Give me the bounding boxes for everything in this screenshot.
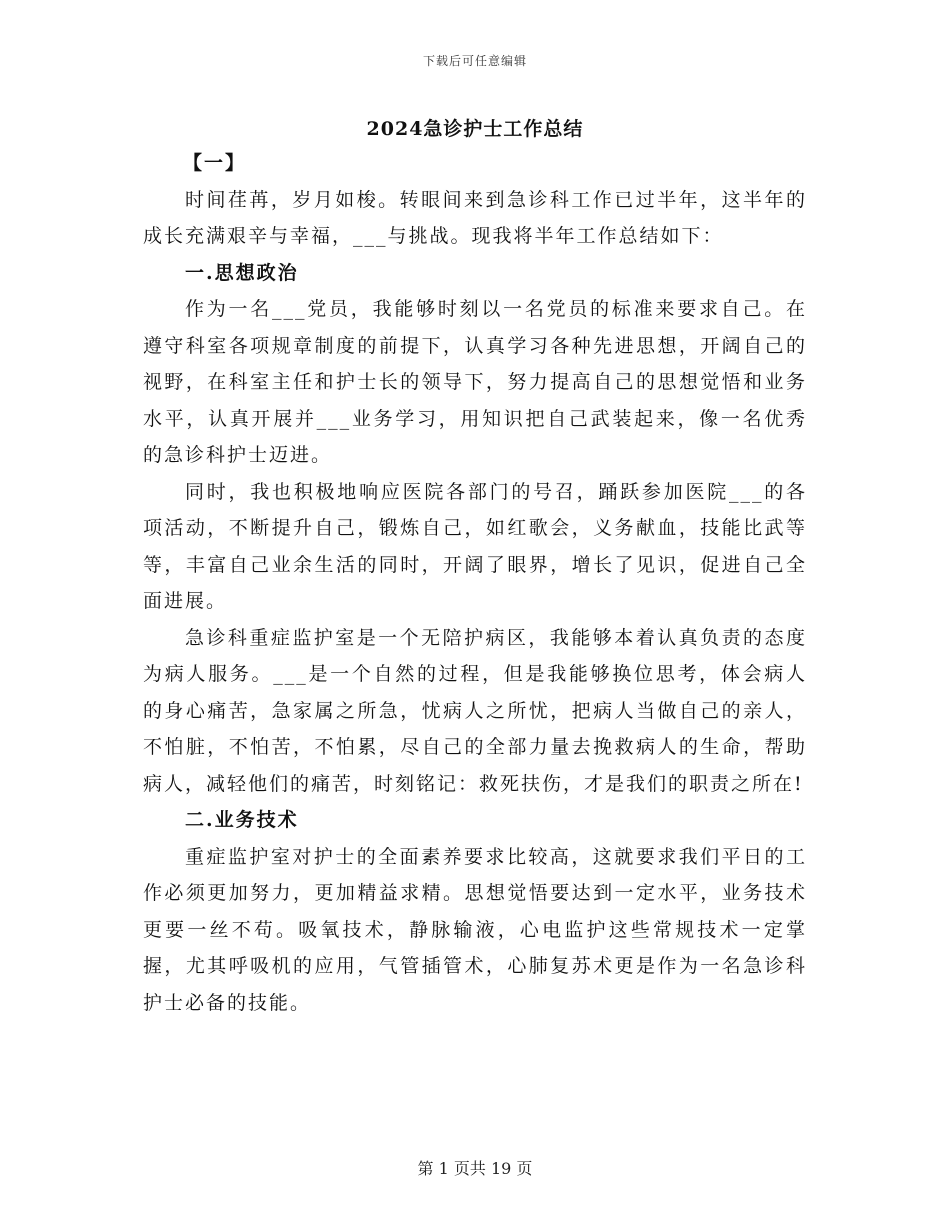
section-heading-ideology: 一.思想政治 <box>185 261 299 284</box>
intro-paragraph: 时间荏苒，岁月如梭。转眼间来到急诊科工作已过半年，这半年的成长充满艰辛与幸福，___与挑战。现我将半年工作总结如下： <box>143 188 807 247</box>
paragraph: 同时，我也积极地响应医院各部门的号召，踊跃参加医院___的各项活动，不断提升自己，锻炼自己，如红歌会，义务献血，技能比武等等，丰富自己业余生活的同时，开阔了眼界，增长了见识，促进自己全面进展。 <box>143 480 807 612</box>
section-heading-technique: 二.业务技术 <box>185 809 299 831</box>
document-title: 2024急诊护士工作总结 <box>366 118 584 140</box>
page-header-note: 下载后可任意编辑 <box>422 54 527 68</box>
paragraph: 急诊科重症监护室是一个无陪护病区，我能够本着认真负责的态度为病人服务。___是一个自然的过程，但是我能够换位思考，体会病人的身心痛苦，急家属之所急，忧病人之所忧，把病人当做自己的亲人，不怕脏，不怕苦，不怕累，尽自己的全部力量去挽救病人的生命，帮助病人，减轻他们的痛苦，时刻铭记：救死扶伤，才是我们的职责之所在! <box>143 626 807 795</box>
paragraph: 作为一名___党员，我能够时刻以一名党员的标准来要求自己。在遵守科室各项规章制度的前提下，认真学习各种先进思想，开阔自己的视野，在科室主任和护士长的领导下，努力提高自己的思想觉悟和业务水平，认真开展并___业务学习，用知识把自己武装起来，像一名优秀的急诊科护士迈进。 <box>143 298 807 466</box>
document-body <box>143 145 807 1021</box>
section-mark: 【一】 <box>183 152 247 174</box>
page-number: 第 1 页共 19 页 <box>417 1159 533 1178</box>
paragraph: 重症监护室对护士的全面素养要求比较高，这就要求我们平日的工作必须更加努力，更加精益求精。思想觉悟要达到一定水平，业务技术更要一丝不苟。吸氧技术，静脉输液，心电监护这些常规技术一定掌握，尤其呼吸机的应用，气管插管术，心肺复苏术更是作为一名急诊科护士必备的技能。 <box>143 845 807 1014</box>
